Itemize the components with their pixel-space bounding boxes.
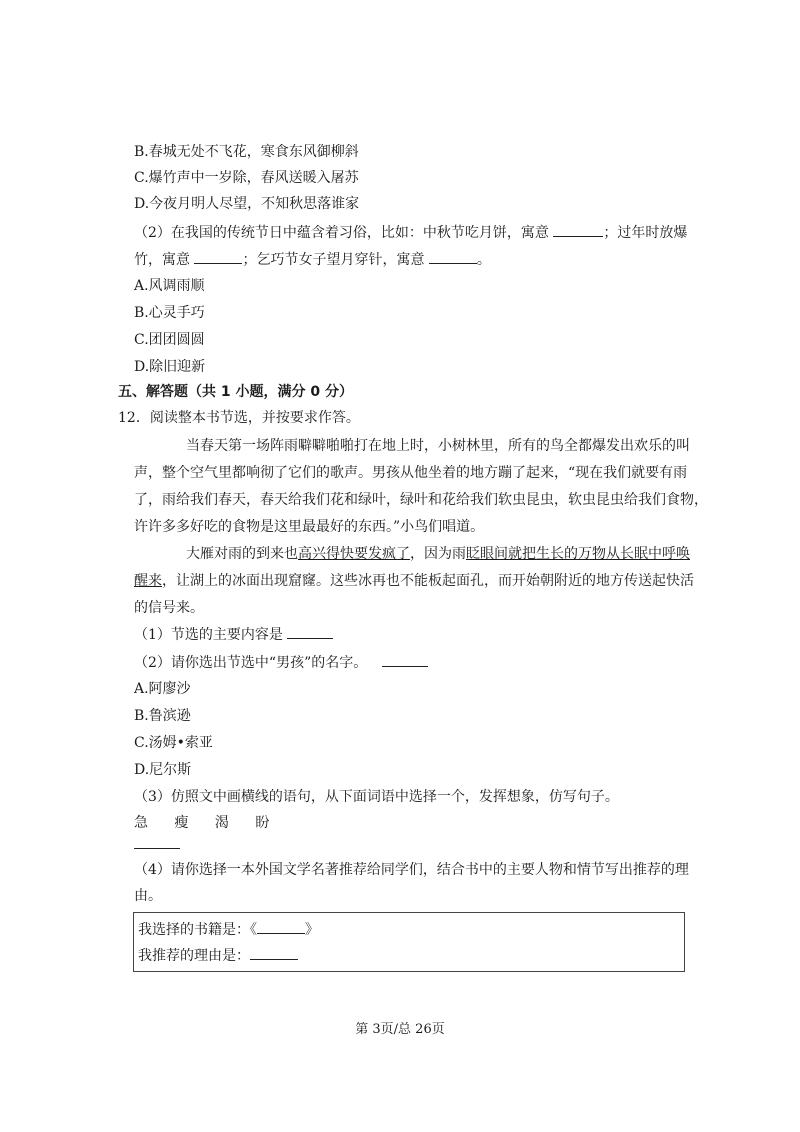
book-choice-line: 我选择的书籍是：《 》 (138, 919, 319, 940)
reason-line: 我推荐的理由是： (138, 945, 298, 966)
passage-line: 醒来，让湖上的冰面出现窟窿。这些冰再也不能板起面孔，而开始朝附近的地方传送起快活 (134, 573, 694, 589)
answer-blank[interactable] (194, 249, 242, 264)
answer-blank[interactable] (382, 652, 428, 667)
choice-b: B.心灵手巧 (134, 305, 205, 321)
passage-line: 当春天第一场阵雨噼噼啪啪打在地上时，小树林里，所有的鸟全都爆发出欢乐的叫 (186, 438, 690, 454)
name-option-d: D.尼尔斯 (134, 762, 192, 778)
word-choice: 渴 (214, 815, 229, 831)
choice-a: A.风调雨顺 (134, 278, 205, 294)
option-b-poem: B.春城无处不飞花，寒食东风御柳斜 (134, 144, 359, 160)
underlined-phrase: 眨眼间就把生长的万物从长眠中呼唤 (466, 546, 690, 562)
answer-blank[interactable] (553, 222, 603, 237)
book-title-blank[interactable] (257, 919, 305, 934)
option-c-poem: C.爆竹声中一岁除，春风送暖入屠苏 (134, 170, 359, 186)
question-12: 12．阅读整本书节选，并按要求作答。 (118, 410, 360, 426)
choice-c: C.团团圆圆 (134, 332, 205, 348)
sub-question-2: （2）请你选出节选中“男孩”的名字。 (134, 652, 428, 673)
page-footer: 第 3页/总 26页 (355, 1022, 445, 1037)
section-heading: 五、解答题（共 1 小题，满分 0 分） (118, 384, 353, 400)
answer-blank[interactable] (287, 624, 333, 639)
answer-line[interactable] (134, 848, 180, 849)
option-d-poem: D.今夜月明人尽望，不知秋思落谁家 (134, 196, 360, 212)
name-option-b: B.鲁滨逊 (134, 708, 191, 724)
reason-blank[interactable] (250, 945, 298, 960)
sub-question-4-cont: 由。 (134, 888, 162, 904)
word-choice: 急 (134, 815, 148, 831)
word-choice: 瘦 (174, 815, 189, 831)
name-option-a: A.阿廖沙 (134, 681, 191, 697)
passage-line: 了，雨给我们春天，春天给我们花和绿叶，绿叶和花给我们软虫昆虫，软虫昆虫给我们食物， (134, 492, 708, 508)
answer-blank[interactable] (429, 249, 477, 264)
sub-question-1: （1）节选的主要内容是 (134, 624, 333, 645)
passage-line: 声，整个空气里都响彻了它们的歌声。男孩从他坐着的地方蹦了起来，“现在我们就要有雨 (134, 465, 688, 481)
question-2-line-1: （2）在我国的传统节日中蕴含着习俗，比如：中秋节吃月饼，寓意 ；过年时放爆 (134, 222, 687, 243)
passage-line: 的信号来。 (134, 600, 204, 616)
question-2-line-2: 竹，寓意 ；乞巧节女子望月穿针，寓意 。 (134, 249, 491, 270)
underlined-phrase: 高兴得快要发疯了 (298, 546, 410, 562)
recommendation-box (133, 912, 685, 972)
word-choices (134, 813, 291, 833)
name-option-c: C.汤姆•索亚 (134, 735, 213, 751)
word-choice: 盼 (255, 815, 270, 831)
sub-question-4: （4）请你选择一本外国文学名著推荐给同学们，结合书中的主要人物和情节写出推荐的理 (134, 862, 689, 878)
choice-d: D.除旧迎新 (134, 359, 206, 375)
passage-line: 许许多多好吃的食物是这里最最好的东西。”小鸟们唱道。 (134, 519, 485, 535)
sub-question-3: （3）仿照文中画横线的语句，从下面词语中选择一个，发挥想象，仿写句子。 (134, 789, 619, 805)
underlined-phrase: 醒来 (134, 573, 162, 589)
passage-line: 大雁对雨的到来也高兴得快要发疯了，因为雨眨眼间就把生长的万物从长眠中呼唤 (186, 546, 690, 562)
